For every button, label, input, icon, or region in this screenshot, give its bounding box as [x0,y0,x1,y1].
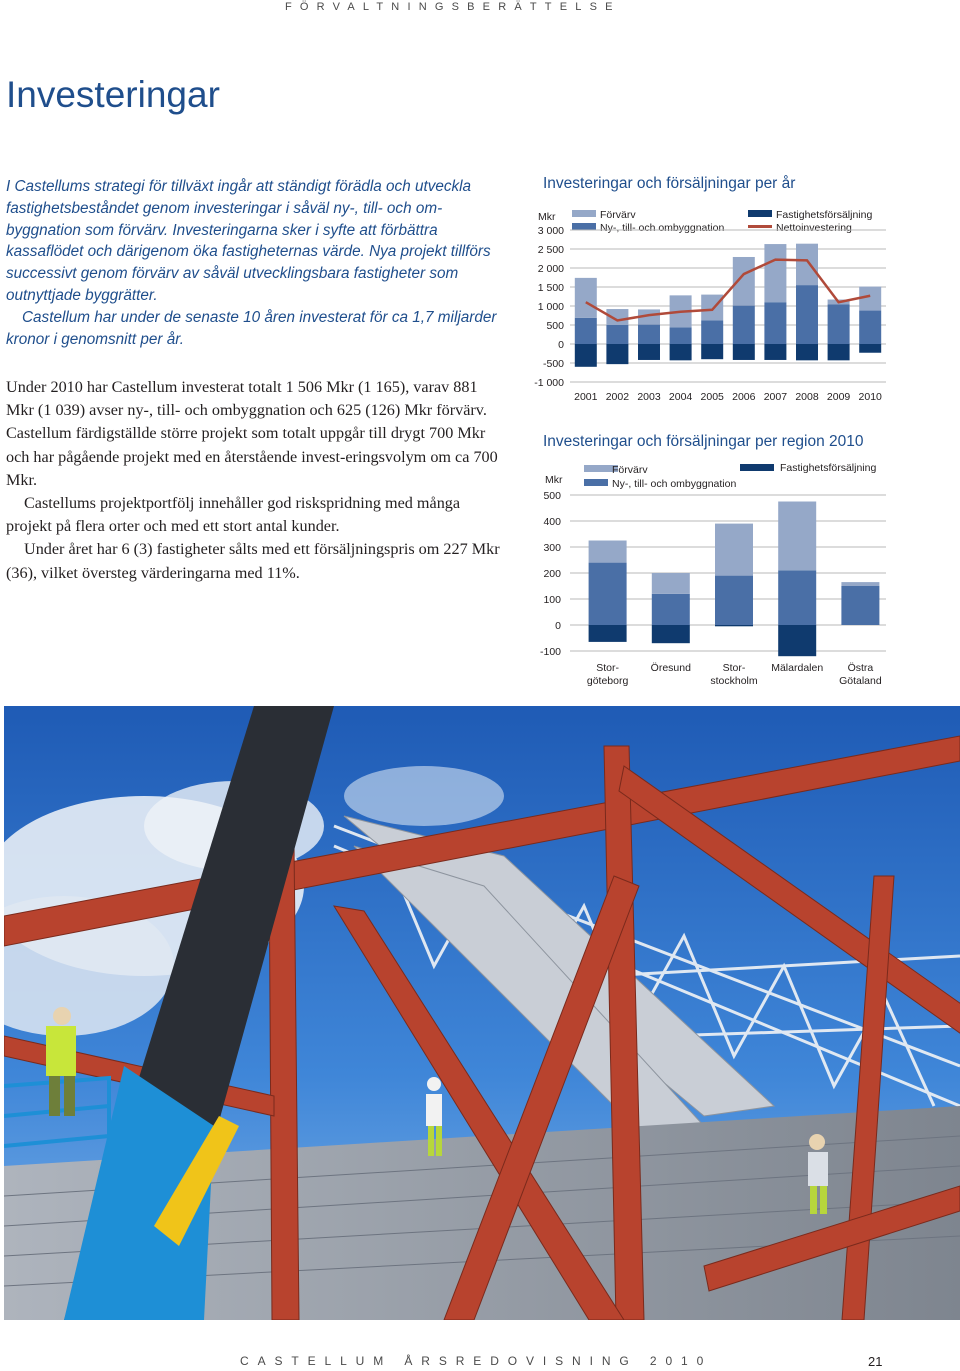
bar-forvarv-region [778,502,816,571]
legend-swatch-ny [572,223,596,230]
bar-ny-2003 [638,325,660,344]
bar-forvarv-region [841,582,879,586]
x-tick-label: 2005 [700,391,724,403]
bar-forsaljning-region [778,625,816,656]
x-tick-label: 2009 [826,391,851,403]
bar-forsaljning-2003 [638,344,660,360]
y-tick-label: 3 000 [537,225,564,237]
section-header: FÖRVALTNINGSBERÄTTELSE [285,1,621,13]
x-tick-label: 2004 [668,391,693,403]
bar-ny-region [715,576,753,625]
bar-ny-2010 [859,311,881,344]
chart-investments-per-region [530,455,960,695]
bar-forsaljning-2009 [828,344,850,360]
bar-ny-2005 [701,320,723,344]
bar-forsaljning-region [715,625,753,626]
y-tick-label: 2 000 [537,263,564,275]
legend-swatch-forvarv [572,210,596,217]
x-tick-label: 2007 [763,391,788,403]
bar-forvarv-2005 [701,295,723,321]
intro-paragraph: Castellum har under de senaste 10 åren investerat för ca 1,7 miljarder kronor i genomsnitt per år. [6,308,497,348]
x-tick-label: 2001 [574,391,598,403]
x-tick-label: Stor- [722,662,746,674]
y-tick-label: 2 500 [537,244,564,256]
x-tick-label: Östra [847,662,874,674]
bar-forvarv-2008 [796,244,818,285]
footer-label: CASTELLUM ÅRSREDOVISNING 2010 [240,1354,713,1368]
bar-ny-2006 [733,306,755,344]
bar-ny-2004 [670,327,692,344]
bar-forsaljning-2006 [733,344,755,360]
y-tick-label: 100 [543,594,561,606]
legend-label: Ny-, till- och ombyggnation [612,478,737,490]
legend-swatch-forsaljning [740,464,774,471]
y-tick-label: 1 000 [537,301,564,313]
bar-forvarv-region [715,524,753,576]
bar-forsaljning-2005 [701,344,723,359]
y-tick-label: 500 [543,490,561,502]
x-tick-label: 2006 [732,391,756,403]
y-tick-label: 1 500 [537,282,564,294]
bar-ny-2007 [764,302,786,344]
x-tick-label: Götaland [839,675,882,687]
y-tick-label: 200 [543,568,561,580]
x-tick-label: 2010 [858,391,882,403]
bar-forsaljning-2002 [606,344,628,364]
intro-paragraph: I Castellums strategi för tillväxt ingår att ständigt förädla och utveckla fastighetsbeståndet genom investeringar i såväl ny-, till- och om-byggnation som förvärv. Investeringarna sker i syfte att förbättra kassaflödet och därigenom öka fastigheternas värde. Nya projekt tillförs successivt genom förvärv av såväl utvecklingsbara fastigheter som outnyttjade byggrätter. [6,178,491,304]
legend-label: Nettoinvestering [776,222,852,234]
bar-ny-2002 [606,325,628,344]
body-text [6,376,506,585]
bar-forsaljning-2008 [796,344,818,360]
bar-forsaljning-region [652,625,690,643]
bar-forvarv-region [589,541,627,563]
legend-label: Fastighetsförsäljning [780,462,877,474]
y-tick-label: 0 [555,620,561,632]
page-title: Investeringar [6,74,220,115]
line-nettoinvestering [586,260,870,321]
x-tick-label: 2002 [605,391,630,403]
legend-label: Ny-, till- och ombyggnation [600,222,725,234]
y-tick-label: 400 [543,516,561,528]
legend-label: Fastighetsförsäljning [776,209,873,221]
page-number: 21 [868,1354,883,1369]
y-tick-label: 0 [558,339,564,351]
legend-label: Förvärv [612,464,648,476]
y-axis-unit: Mkr [545,474,563,486]
x-tick-label: stockholm [710,675,758,687]
construction-photo [4,706,960,1320]
x-tick-label: Stor- [596,662,619,674]
bar-forvarv-2007 [764,244,786,302]
body-paragraph: Under året har 6 (3) fastigheter sålts med ett försäljningspris om 227 Mkr (36), vilket översteg värderingarna med 11%. [6,540,500,582]
x-tick-label: 2003 [637,391,661,403]
intro-text [6,176,516,350]
bar-ny-region [652,594,690,625]
bar-ny-2001 [575,318,597,344]
x-tick-label: 2008 [795,391,819,403]
y-tick-label: 300 [543,542,561,554]
body-paragraph: Under 2010 har Castellum investerat totalt 1 506 Mkr (1 165), varav 881 Mkr (1 039) avser ny-, till- och ombyggnation och 625 (126) Mkr förvärv. Castellum färdigställde större projekt som totalt uppgår till drygt 700 Mkr och har pågående projekt med en återstående invest-eringsvolym om ca 700 Mkr. [6,378,498,489]
legend-swatch-ny [584,479,608,486]
y-tick-label: -100 [539,646,561,658]
legend-label: Förvärv [600,209,636,221]
x-tick-label: Öresund [650,662,691,674]
x-tick-label: göteborg [586,675,629,687]
chart-investments-per-year [530,200,960,415]
y-tick-label: -1 000 [534,377,564,389]
bar-ny-region [778,570,816,625]
legend-swatch-netto [748,225,772,228]
bar-ny-region [589,563,627,625]
chart1-title: Investeringar och försäljningar per år [543,175,796,192]
bar-forsaljning-region [589,625,627,642]
bar-ny-2008 [796,285,818,344]
y-tick-label: 500 [546,320,564,332]
bar-forvarv-2010 [859,287,881,311]
bar-ny-region [841,586,879,625]
chart2-legend [584,462,876,490]
bar-forsaljning-2007 [764,344,786,360]
bar-ny-2009 [828,304,850,344]
legend-swatch-forsaljning [748,210,772,217]
y-axis-unit: Mkr [538,211,556,223]
bar-forvarv-region [652,573,690,594]
construction-photo-illustration [4,706,960,1320]
bar-forsaljning-2010 [859,344,881,353]
bar-forsaljning-2004 [670,344,692,360]
body-paragraph: Castellums projektportfölj innehåller god riskspridning med många projekt på flera orter och med ett stort antal kunder. [6,494,461,536]
bar-forsaljning-2001 [575,344,597,367]
chart2-title: Investeringar och försäljningar per region 2010 [543,433,864,450]
bar-forvarv-2001 [575,278,597,318]
y-tick-label: -500 [542,358,564,370]
x-tick-label: Mälardalen [771,662,824,674]
